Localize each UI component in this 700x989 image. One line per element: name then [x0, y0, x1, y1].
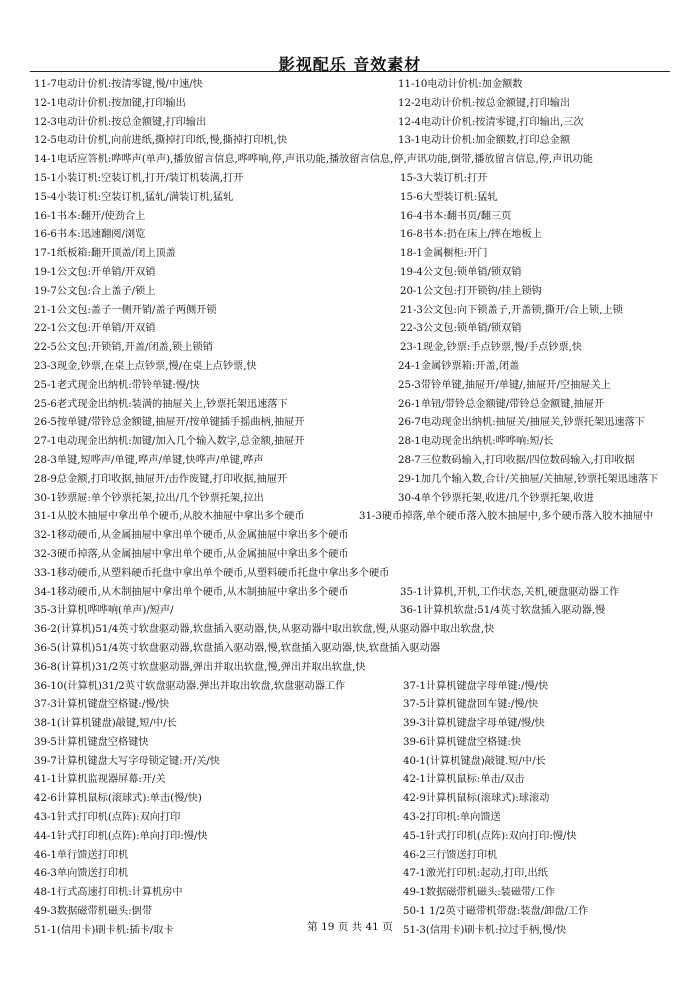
entry-left: 30-1钞票屉:单个钞票托架,拉出/几个钞票托架,拉出 — [34, 492, 264, 504]
entry-right: 45-1针式打印机(点阵):双向打印:慢/快 — [403, 830, 577, 842]
entry-right: 28-1电动现金出纳机:哗哗响:短/长 — [398, 436, 554, 448]
list-row — [0, 509, 700, 528]
list-row — [0, 133, 700, 152]
entry-right: 12-2电动计价机:按总金额键,打印输出 — [398, 97, 571, 109]
title-underline — [30, 71, 670, 72]
entry-right: 18-1金属橱柜:开门 — [400, 248, 488, 260]
entry-right: 16-8书本:扔在床上/摔在地板上 — [400, 229, 542, 241]
entry-left: 11-7电动计价机:按清零键,慢/中速/快 — [34, 79, 203, 90]
entry-right: 37-5计算机键盘回车键:/慢/快 — [403, 699, 539, 711]
entry-right: 39-3计算机键盘字母单键/慢/快 — [403, 718, 545, 730]
entry-right: 35-1计算机,开机,工作状态,关机,硬盘驱动器工作 — [400, 586, 620, 598]
entry-left: 51-1(信用卡)刷卡机:插卡/取卡 — [34, 924, 174, 936]
list-row — [0, 754, 700, 773]
entry-right: 15-3大装订机:打开 — [400, 172, 488, 184]
entry-left: 12-3电动计价机:按总金额键,打印输出 — [34, 116, 207, 128]
entry-left: 14-1电话应答机:哗哗声(单声),播放留言信息,哗哗响,停,声讯功能,播放留言信息,停,声讯功能,倒带,播放留言信息,停,声讯功能 — [34, 154, 593, 166]
page-footer: 第 19 页 共 41 页 — [307, 921, 393, 933]
entry-right: 25-3带铃单键,抽屉开/单键/,抽屉开/空抽屉关上 — [398, 379, 611, 391]
entry-left: 39-5计算机键盘空格键快 — [34, 736, 149, 748]
list-row — [0, 566, 700, 585]
entry-left: 32-1移动硬币,从金属抽屉中拿出单个硬币,从金属抽屉中拿出多个硬币 — [34, 530, 349, 542]
entry-right: 39-6计算机键盘空格键:快 — [403, 736, 522, 748]
entry-left: 25-6老式现金出纳机:装满的抽屉关上,钞票托架迅速落下 — [34, 398, 288, 410]
entry-left: 17-1纸板箱:翻开顶盖/闭上顶盖 — [34, 248, 176, 260]
entry-right: 13-1电动计价机:加金额数,打印总金额 — [398, 135, 571, 147]
list-row — [0, 321, 700, 340]
sound-effects-list — [0, 77, 700, 942]
list-row — [0, 660, 700, 679]
list-row — [0, 472, 700, 491]
entry-right: 46-2三行馈送打印机 — [403, 849, 498, 861]
entry-left: 36-10(计算机)31/2英寸软盘驱动器.弹出并取出软盘,软盘驱动器工作 — [34, 680, 346, 692]
entry-right: 42-9计算机鼠标(滚球式):球滚动 — [403, 793, 550, 805]
list-row — [0, 528, 700, 547]
entry-left: 27-1电动现金出纳机:加键/加入几个输入数字,总金额,抽屉开 — [34, 436, 305, 448]
list-row — [0, 679, 700, 698]
entry-right: 23-1现金,钞票:手点钞票,慢/手点钞票,快 — [400, 342, 583, 354]
entry-right: 15-6大型装订机:猛轧 — [400, 191, 498, 203]
list-row — [0, 603, 700, 622]
entry-left: 49-3数据磁带机磁头:倒带 — [34, 906, 153, 918]
entry-left: 38-1(计算机键盘)敲键,短/中/长 — [34, 718, 177, 730]
entry-left: 36-8(计算机)31/2英寸软盘驱动器,弹出并取出软盘,慢,弹出并取出软盘,快 — [34, 661, 366, 673]
entry-right: 29-1加几个输入数,合计/关抽屉/关抽屉,钞票托架迅速落下 — [398, 473, 659, 485]
entry-left: 43-1针式打印机(点阵):双向打印 — [34, 812, 181, 824]
entry-left: 36-5(计算机)51/4英寸软盘驱动器,软盘插入驱动器,慢,软盘插入驱动器,快,软盘插入驱动器 — [34, 642, 441, 654]
entry-right: 47-1激光打印机:起动,打印,出纸 — [403, 868, 548, 880]
entry-right: 11-10电动计价机:加金额数 — [398, 79, 523, 90]
entry-left: 28-9总金额,打印收据,抽屉开/击作废键,打印收据,抽屉开 — [34, 473, 288, 485]
list-row — [0, 735, 700, 754]
entry-left: 22-5公文包:开锁销,开盖/闭盖,锁上锁销 — [34, 342, 213, 354]
list-row — [0, 209, 700, 228]
list-row — [0, 491, 700, 510]
entry-right: 49-1数据磁带机磁头:装磁带/工作 — [403, 887, 556, 899]
entry-left: 35-3计算机哗哗响(单声)/短声/ — [34, 605, 174, 617]
entry-right: 19-4公文包:锁单销/锁双销 — [400, 266, 522, 278]
list-row — [0, 190, 700, 209]
entry-left: 12-1电动计价机:按加键,打印输出 — [34, 97, 186, 109]
list-row — [0, 152, 700, 171]
entry-right: 21-3公文包:向下锁盖子,开盖锁,撕开/合上锁,上锁 — [400, 304, 623, 316]
entry-right: 40-1(计算机键盘)敲键.短/中/长 — [403, 755, 546, 767]
list-row — [0, 697, 700, 716]
list-row — [0, 885, 700, 904]
entry-left: 31-1从胶木抽屉中拿出单个硬币,从胶木抽屉中拿出多个硬币 — [34, 511, 305, 523]
entry-left: 44-1针式打印机(点阵):单向打印:慢/快 — [34, 830, 208, 842]
entry-left: 41-1计算机监视器屏幕:开/关 — [34, 774, 166, 786]
entry-right: 31-3硬币掉落,单个硬币落入胶木抽屉中,多个硬币落入胶木抽屉中 — [359, 511, 654, 523]
entry-left: 23-3现金,钞票,在桌上点钞票,慢/在桌上点钞票,快 — [34, 360, 257, 372]
entry-left: 15-1小装订机:空装订机,打开/装订机装满,打开 — [34, 172, 244, 184]
list-row — [0, 829, 700, 848]
entry-left: 26-5按单键/带铃总金额键,抽屉开/按单键插手摇曲柄,抽屉开 — [34, 417, 305, 429]
list-row — [0, 622, 700, 641]
list-row — [0, 434, 700, 453]
entry-left: 12-5电动计价机,向前进纸,撕掉打印纸,慢,撕掉打印机,快 — [34, 135, 288, 147]
list-row — [0, 772, 700, 791]
entry-left: 34-1移动硬币,从木制抽屉中拿出单个硬币,从木制抽屉中拿出多个硬币 — [34, 586, 349, 598]
entry-left: 16-6书本:迅速翻阅/浏览 — [34, 229, 146, 241]
entry-left: 19-7公文包:合上盖子/锁上 — [34, 285, 156, 297]
list-row — [0, 265, 700, 284]
list-row — [0, 115, 700, 134]
list-row — [0, 359, 700, 378]
entry-right: 36-1计算机软盘:51/4英寸软盘插入驱动器,慢 — [400, 605, 606, 617]
entry-left: 22-1公文包:开单销/开双销 — [34, 323, 156, 335]
entry-left: 16-1书本:翻开/使劲合上 — [34, 210, 146, 222]
entry-left: 46-3单向馈送打印机 — [34, 868, 129, 880]
entry-right: 28-7三位数码输入,打印收据/四位数码输入,打印收据 — [398, 454, 635, 466]
list-row — [0, 246, 700, 265]
list-row — [0, 415, 700, 434]
list-row — [0, 397, 700, 416]
list-row — [0, 284, 700, 303]
list-row — [0, 171, 700, 190]
entry-left: 33-1移动硬币,从塑料硬币托盘中拿出单个硬币,从塑料硬币托盘中拿出多个硬币 — [34, 567, 390, 579]
list-row — [0, 866, 700, 885]
entry-left: 21-1公文包:盖子一侧开销/盖子两侧开锁 — [34, 304, 217, 316]
list-row — [0, 96, 700, 115]
entry-right: 42-1计算机鼠标:单击/双击 — [403, 774, 525, 786]
entry-right: 20-1公文包:打开锁钩/挂上锁钩 — [400, 285, 542, 297]
entry-left: 37-3计算机键盘空格键:/慢/快 — [34, 699, 170, 711]
list-row — [0, 340, 700, 359]
entry-left: 48-1行式高速打印机:计算机房中 — [34, 887, 183, 899]
list-row — [0, 810, 700, 829]
list-row — [0, 453, 700, 472]
list-row — [0, 791, 700, 810]
list-row — [0, 77, 700, 96]
entry-right: 43-2打印机:单向馈送 — [403, 812, 501, 824]
entry-right: 12-4电动计价机:按清零键,打印输出,三次 — [398, 116, 584, 128]
entry-left: 36-2(计算机)51/4英寸软盘驱动器,软盘插入驱动器,快,从驱动器中取出软盘,慢,从驱动器中取出软盘,快 — [34, 624, 495, 636]
list-row — [0, 585, 700, 604]
list-row — [0, 641, 700, 660]
entry-left: 39-7计算机键盘大写字母锁定键:开/关/快 — [34, 755, 220, 767]
list-row — [0, 547, 700, 566]
entry-right: 26-7电动现金出纳机:抽屉关/抽屉关,钞票托架迅速落下 — [398, 417, 645, 429]
entry-right: 26-1单钮/带铃总金额键/带铃总金额键,抽屉开 — [398, 398, 605, 410]
list-row — [0, 378, 700, 397]
entry-left: 28-3单键,短哗声/单键,哗声/单键,快哗声/单键,哗声 — [34, 454, 264, 466]
entry-right: 24-1金属钞票箱:开盖,闭盖 — [398, 360, 520, 372]
entry-right: 51-3(信用卡)刷卡机:拉过手柄,慢/快 — [403, 924, 567, 936]
entry-left: 25-1老式现金出纳机:带铃单键:慢/快 — [34, 379, 200, 391]
list-row — [0, 303, 700, 322]
page-title: 影视配乐 音效素材 — [278, 55, 422, 74]
entry-left: 19-1公文包:开单销/开双销 — [34, 266, 156, 278]
entry-left: 42-6计算机鼠标(滚球式):单击(慢/快) — [34, 793, 202, 805]
entry-right: 16-4书本:翻书页/翻三页 — [400, 210, 512, 222]
entry-left: 32-3硬币掉落,从金属抽屉中拿出单个硬币,从金属抽屉中拿出多个硬币 — [34, 548, 349, 560]
entry-right: 22-3公文包:锁单销/锁双销 — [400, 323, 522, 335]
entry-right: 37-1计算机键盘字母单键:/慢/快 — [403, 680, 549, 692]
list-row — [0, 716, 700, 735]
entry-left: 15-4小装订机:空装订机,猛轧/满装订机,猛轧 — [34, 191, 234, 203]
list-row — [0, 227, 700, 246]
entry-right: 50-1 1/2英寸磁带机带盘:装盘/卸盘/工作 — [403, 906, 589, 918]
list-row — [0, 848, 700, 867]
entry-right: 30-4单个钞票托架,收进/几个钞票托架,收进 — [398, 492, 594, 504]
entry-left: 46-1单行馈送打印机 — [34, 849, 129, 861]
